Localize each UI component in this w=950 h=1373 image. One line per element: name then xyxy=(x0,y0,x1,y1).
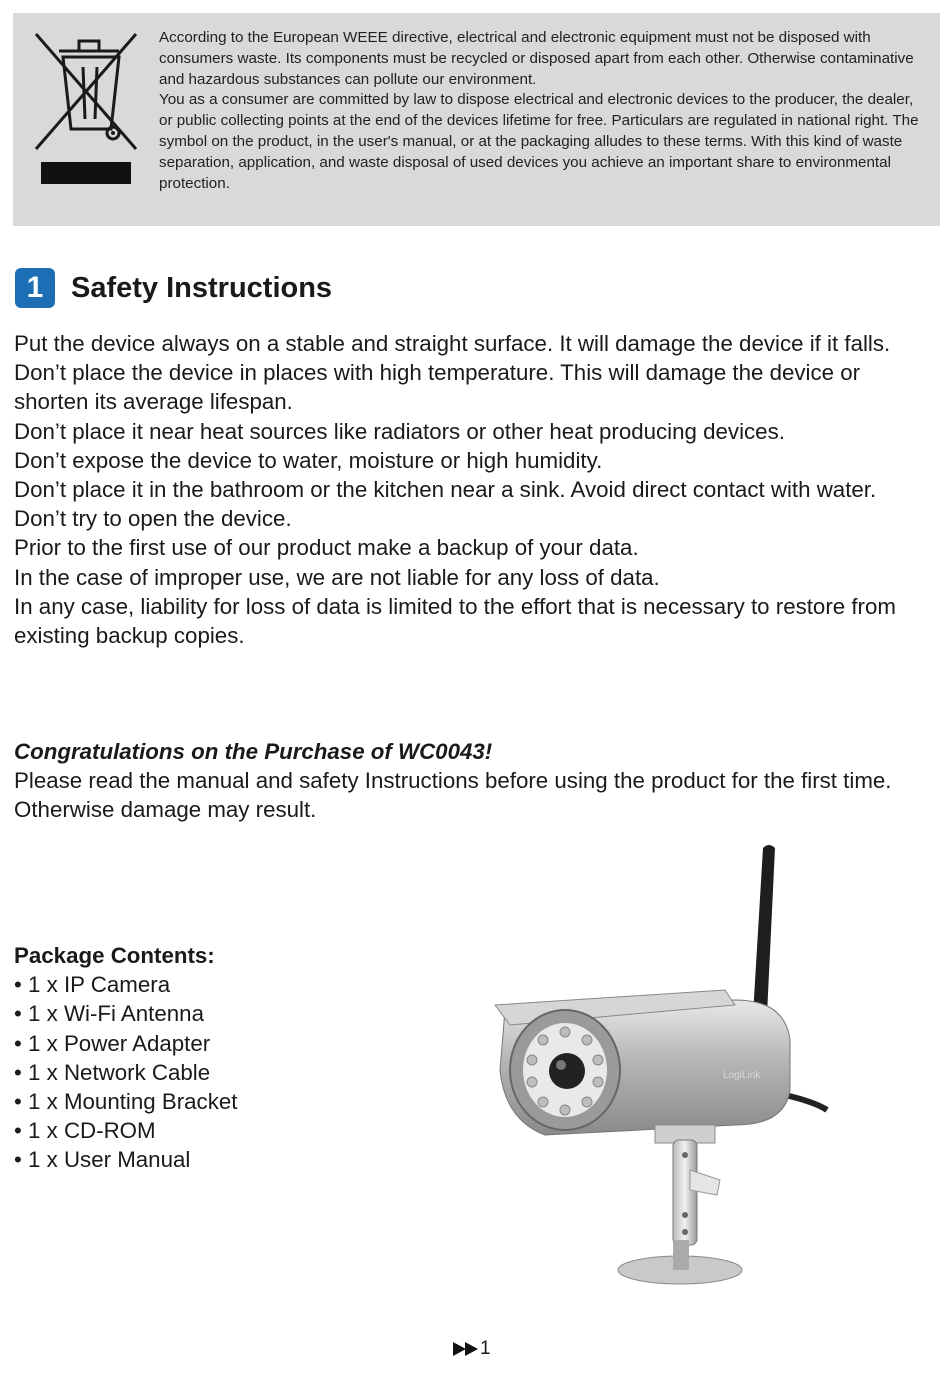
congratulations-heading: Congratulations on the Purchase of WC0043! xyxy=(14,739,493,764)
fast-forward-icon xyxy=(453,1342,479,1356)
safety-line: Don’t try to open the device. xyxy=(14,506,292,532)
crossed-bin-icon xyxy=(31,29,141,189)
safety-instructions xyxy=(14,329,939,650)
section-number-badge: 1 xyxy=(15,268,55,308)
package-heading: Package Contents: xyxy=(14,943,215,968)
package-contents xyxy=(14,941,454,1175)
congratulations-text: Please read the manual and safety Instructions before using the product for the first time. Otherwise damage may result. xyxy=(14,768,892,823)
package-item: • 1 x CD-ROM xyxy=(14,1118,156,1144)
safety-line: Prior to the first use of our product make a backup of your data. xyxy=(14,535,639,561)
safety-line: Don’t place it near heat sources like radiators or other heat producing devices. xyxy=(14,418,785,444)
safety-line: In any case, liability for loss of data is limited to the effort that is necessary to restore from existing backup copies. xyxy=(14,593,896,649)
section-heading xyxy=(15,268,332,308)
package-item: • 1 x Power Adapter xyxy=(14,1030,211,1056)
weee-paragraph-2: You as a consumer are committed by law to dispose electrical and electronic devices to the producer, the dealer, or public collecting points at the end of the devices lifetime for free. Particulars are regulated in national right. The symbol on the product, in the user's manual, or at the packaging alludes to these terms. With this kind of waste separation, application, and waste disposal of used devices you achieve an important share to environmental protection. xyxy=(159,91,919,192)
package-item: • 1 x Network Cable xyxy=(14,1059,211,1085)
weee-text xyxy=(159,28,929,194)
safety-line: Don’t place the device in places with high temperature. This will damage the device or shorten its average lifespan. xyxy=(14,360,861,415)
package-item: • 1 x Wi-Fi Antenna xyxy=(14,1001,204,1027)
safety-line: In the case of improper use, we are not liable for any loss of data. xyxy=(14,564,660,590)
congratulations-block xyxy=(14,737,939,825)
weee-notice xyxy=(13,13,940,226)
package-item: • 1 x IP Camera xyxy=(14,972,171,998)
package-item: • 1 x Mounting Bracket xyxy=(14,1089,238,1115)
camera-brand-label: LogiLink xyxy=(723,1070,761,1081)
safety-line: Don’t expose the device to water, moisture or high humidity. xyxy=(14,447,603,473)
ip-camera-image xyxy=(485,840,835,1300)
safety-line: Put the device always on a stable and straight surface. It will damage the device if it falls. xyxy=(14,331,891,356)
page-number xyxy=(453,1338,491,1360)
package-list xyxy=(14,970,454,1174)
safety-line: Don’t place it in the bathroom or the kitchen near a sink. Avoid direct contact with water. xyxy=(14,477,877,503)
section-title: Safety Instructions xyxy=(71,271,333,304)
page-number-text: 1 xyxy=(480,1338,491,1359)
package-item: • 1 x User Manual xyxy=(14,1147,191,1173)
weee-paragraph-1: According to the European WEEE directive, electrical and electronic equipment must not be disposed with consumers waste. Its components must be recycled or disposed apart from each other. Otherwise contaminative and hazardous substances can pollute our environment. xyxy=(159,29,914,88)
